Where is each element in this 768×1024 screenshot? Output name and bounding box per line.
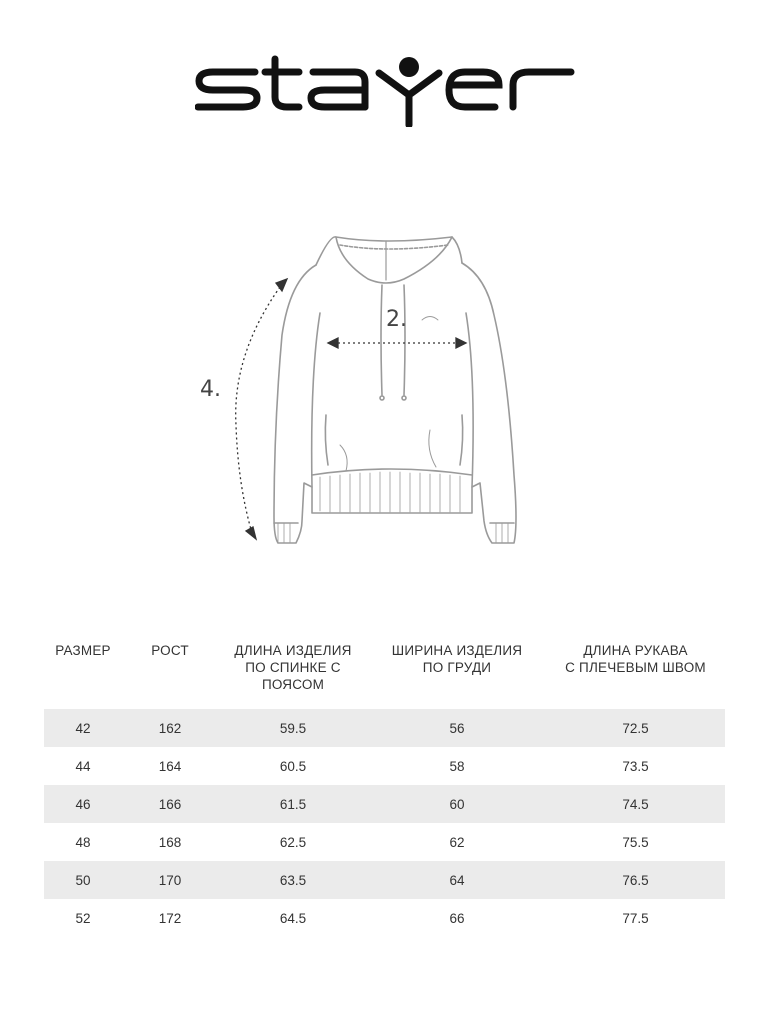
cell-chest-width: 58 [449,758,465,774]
cell-back-length: 60.5 [279,758,307,774]
cell-chest-width: 66 [449,910,465,926]
cell-chest-width: 56 [368,709,546,747]
cell-size: 44 [75,758,91,774]
table-row [44,823,725,861]
cell-height: 164 [158,758,182,774]
table-header-row [44,642,725,709]
brand-logo [195,55,575,127]
table-row [44,785,725,823]
cell-back-length: 62.5 [279,834,307,850]
cell-sleeve-length: 77.5 [622,910,649,926]
cell-height: 172 [158,910,182,926]
length-marker: 4. [200,377,221,402]
hoodie-sketch [190,225,535,555]
header-sleeve-length: ДЛИНА РУКАВА С ПЛЕЧЕВЫМ ШВОМ [565,643,706,675]
cell-back-length: 59.5 [218,709,368,747]
cell-height: 166 [122,785,218,823]
stayer-wordmark [195,55,575,127]
table-row [44,861,725,899]
cell-back-length: 64.5 [279,910,307,926]
header-height: РОСТ [151,643,189,658]
cell-height: 168 [158,834,182,850]
table-row [44,747,725,785]
cell-size: 48 [75,834,91,850]
cell-chest-width: 60 [368,785,546,823]
cell-size: 42 [44,709,122,747]
cell-size: 52 [75,910,91,926]
table-row [44,899,725,937]
cell-sleeve-length: 74.5 [546,785,725,823]
chest-width-marker: 2. [386,307,407,332]
cell-chest-width: 64 [368,861,546,899]
cell-height: 162 [122,709,218,747]
cell-sleeve-length: 75.5 [622,834,649,850]
table-row [44,709,725,747]
cell-size: 50 [44,861,122,899]
cell-sleeve-length: 76.5 [546,861,725,899]
cell-back-length: 63.5 [218,861,368,899]
cell-sleeve-length: 72.5 [546,709,725,747]
cell-size: 46 [44,785,122,823]
cell-chest-width: 62 [449,834,465,850]
header-size: РАЗМЕР [55,643,111,658]
cell-height: 170 [122,861,218,899]
header-back-length: ДЛИНА ИЗДЕЛИЯ ПО СПИНКЕ С ПОЯСОМ [234,643,352,692]
cell-back-length: 61.5 [218,785,368,823]
size-table [44,642,725,937]
cell-sleeve-length: 73.5 [622,758,649,774]
header-chest-width: ШИРИНА ИЗДЕЛИЯ ПО ГРУДИ [391,643,523,675]
